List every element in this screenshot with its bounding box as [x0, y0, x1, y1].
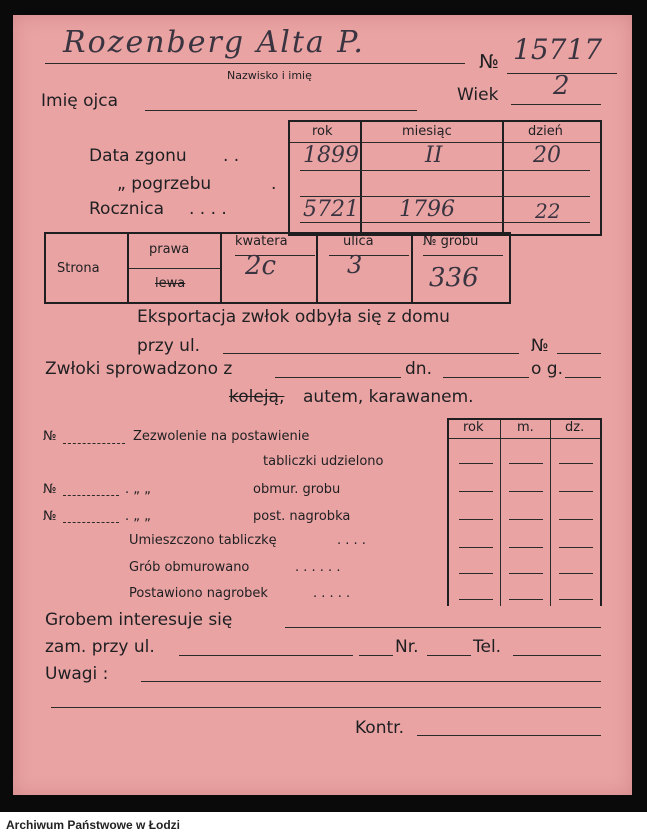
street-label: ulica — [343, 234, 374, 249]
anniversary-month-value: 1796 — [399, 197, 455, 222]
permit-row1-text2: tabliczki udzielono — [263, 454, 384, 469]
interested-label: Grobem interesuje się — [45, 610, 233, 630]
grave-walled-label: Grób obmurowano — [129, 560, 250, 575]
name-line — [45, 63, 465, 64]
anniversary-label: Rocznica — [89, 199, 164, 219]
export-no-sign: № — [531, 336, 549, 356]
export-street-label: przy ul. — [137, 336, 201, 356]
quarter-value: 2c — [245, 251, 277, 281]
tombstone-placed-label: Postawiono nagrobek — [129, 586, 268, 601]
permit-col-month: m. — [517, 420, 534, 435]
permit-col-year: rok — [463, 420, 484, 435]
brought-date-label: dn. — [405, 359, 432, 379]
col-year: rok — [312, 124, 333, 139]
transport-rail-struck: koleją, — [229, 387, 285, 407]
burial-record-card: Rozenberg Alta P. Nazwisko i imię № 15717 Imię ojca Wiek 2 rok miesiąc dzień Data zgonu . . „ pogrzebu . Rocznica . . . . 1899 II 20 5721 1796 22 Strona prawa lewa kwatera ulica № grobu 2c 3 336 Eksportacja zwłok odbyła się z domu przy ul. № Zwłoki sprowadzono z dn. o g. koleją, autem, karawanem. rok m. dz. № Zezwolenie na postawienie tabliczki udzielono № . „ „ obmur. grobu № . „ „ post. nagrobka Umieszczono tabliczkę . . . . Grób obmurowano . . . . . . Postawiono nagrobek . . . . . Grobem interesuje się zam. przy ul. Nr. Tel. Uwagi : Kontr. — [13, 15, 632, 795]
anniversary-day-value: 22 — [535, 199, 561, 223]
death-month-value: II — [425, 143, 443, 168]
permit-col-day: dz. — [565, 420, 585, 435]
brought-time-label: o g. — [531, 359, 563, 379]
grave-number-value: 336 — [429, 263, 479, 293]
permit-row3-dots: . „ „ — [125, 509, 151, 524]
plaque-placed-label: Umieszczono tabliczkę — [129, 533, 277, 548]
permit-row2-text: obmur. grobu — [253, 482, 341, 497]
right-side-label: prawa — [149, 242, 190, 257]
permit-row1-no: № — [43, 429, 57, 444]
death-day-value: 20 — [533, 143, 561, 168]
permit-row2-dots: . „ „ — [125, 482, 151, 497]
export-line-1: Eksportacja zwłok odbyła się z domu — [137, 307, 450, 327]
control-label: Kontr. — [355, 718, 404, 738]
age-label: Wiek — [457, 85, 499, 105]
permit-row1-text: Zezwolenie na postawienie — [133, 429, 310, 444]
father-label: Imię ojca — [41, 91, 119, 111]
phone-label: Tel. — [473, 637, 502, 657]
permit-row3-text: post. nagrobka — [253, 509, 351, 524]
burial-date-label: „ pogrzebu — [117, 174, 212, 194]
side-label: Strona — [57, 261, 100, 276]
death-year-value: 1899 — [303, 143, 359, 168]
street-value: 3 — [347, 251, 363, 279]
grave-number-label: № grobu — [423, 234, 479, 249]
handwritten-card-number: 15717 — [513, 33, 603, 66]
archive-credit: Archiwum Państwowe w Łodzi — [6, 818, 181, 832]
quarter-label: kwatera — [235, 234, 288, 249]
age-line — [511, 104, 601, 105]
permit-row3-no: № — [43, 509, 57, 524]
brought-from-label: Zwłoki sprowadzono z — [45, 359, 233, 379]
notes-label: Uwagi : — [45, 664, 109, 684]
address-label: zam. przy ul. — [45, 637, 155, 657]
father-line — [145, 110, 417, 111]
death-date-label: Data zgonu — [89, 146, 187, 166]
name-caption: Nazwisko i imię — [227, 69, 312, 82]
col-day: dzień — [528, 124, 563, 139]
permit-row2-no: № — [43, 482, 57, 497]
house-number-label: Nr. — [395, 637, 419, 657]
handwritten-name: Rozenberg Alta P. — [63, 25, 365, 60]
transport-options: autem, karawanem. — [303, 387, 474, 407]
card-no-sign: № — [479, 51, 499, 73]
handwritten-age: 2 — [553, 71, 570, 101]
anniversary-year-value: 5721 — [303, 197, 359, 222]
left-side-label-struck: lewa — [155, 276, 186, 291]
col-month: miesiąc — [402, 124, 452, 139]
